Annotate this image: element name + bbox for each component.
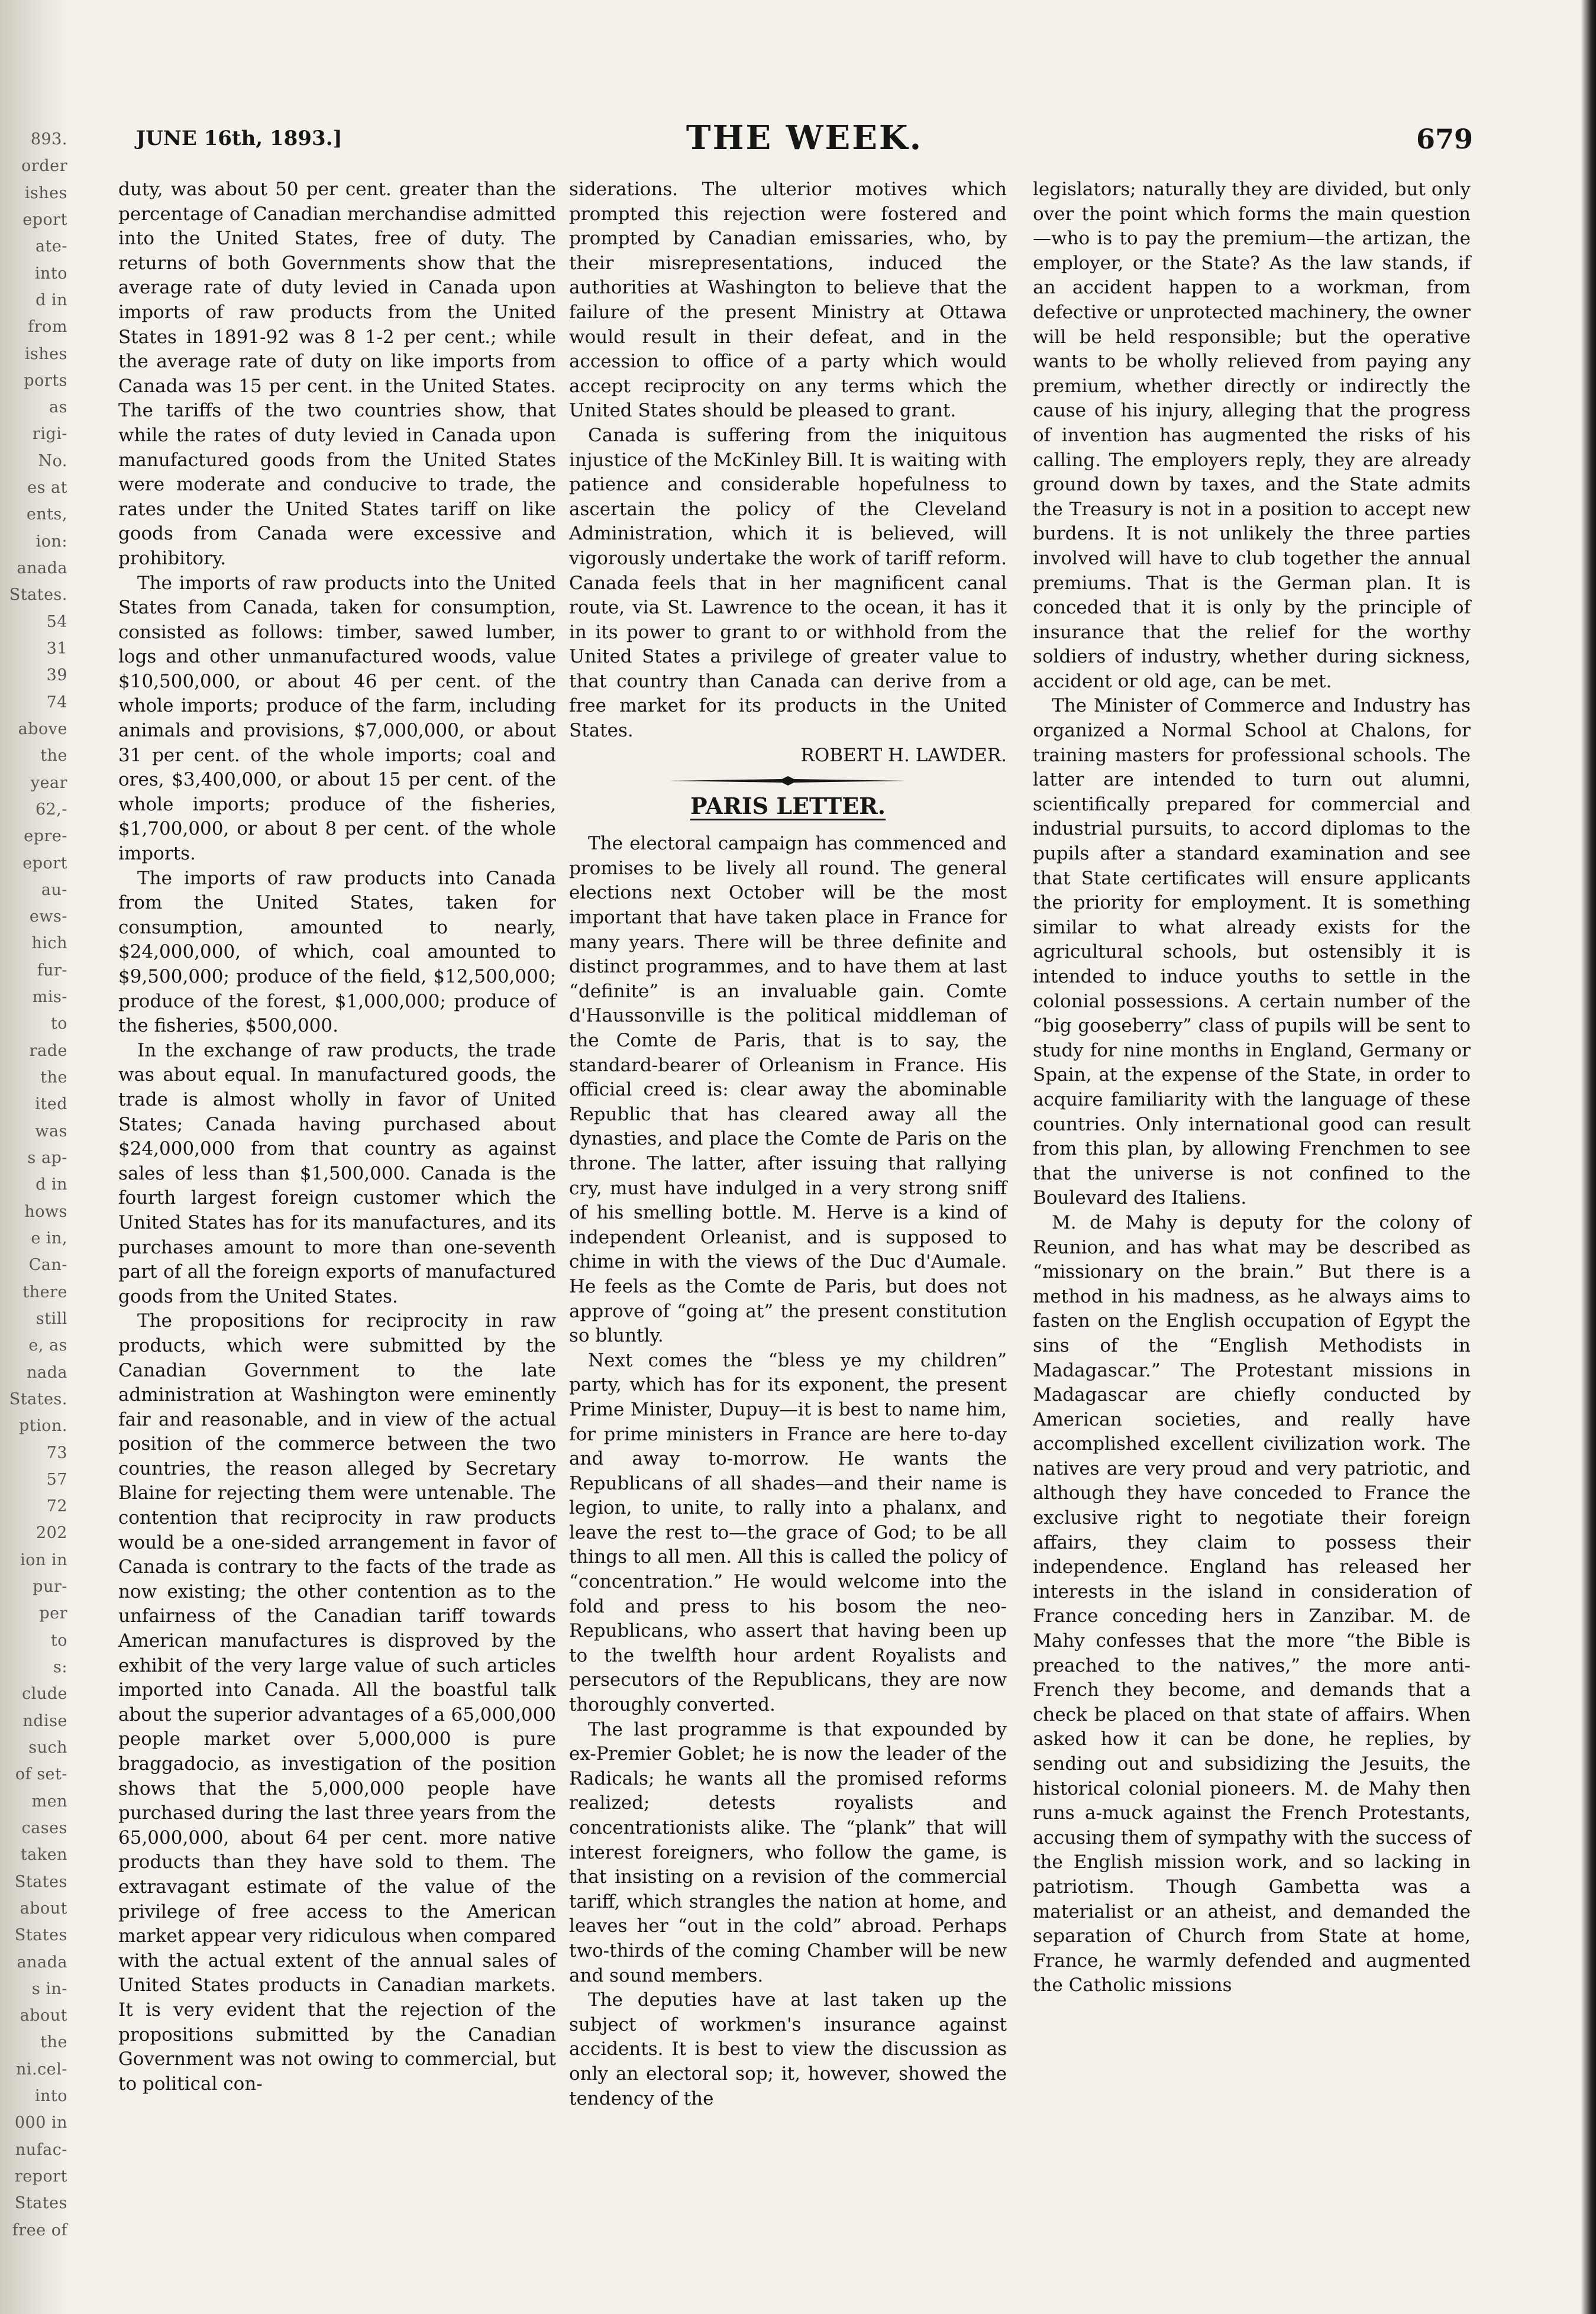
margin-fragment: of set-: [15, 1765, 67, 1783]
margin-fragment: States.: [9, 586, 67, 604]
margin-fragment: such: [28, 1738, 67, 1757]
margin-fragment: there: [22, 1283, 67, 1301]
margin-fragment: hich: [31, 934, 67, 952]
paragraph: Canada is suffering from the iniquitous injustice of the McKinley Bill. It is waiting with patience and considerable hopefulness to ascertain the policy of the Cleveland Administration, which it is believed, will vigorously undertake the work of tariff reform. Canada feels that in her magnificent canal route, via St. Lawrence to the ocean, it has it in its power to grant to or withhold from the United States a privilege of greater value to that country than Canada can derive from a free market for its products in the United States.: [569, 424, 1007, 742]
margin-fragment: above: [18, 720, 67, 738]
margin-fragment: ports: [24, 371, 67, 390]
margin-fragment: States: [14, 2194, 67, 2212]
margin-fragment: No.: [38, 452, 67, 470]
margin-fragment: e in,: [31, 1229, 67, 1248]
margin-fragment: 72: [46, 1497, 67, 1515]
paragraph: The imports of raw products into Canada from the United States, taken for consumption, amounted to nearly, $24,000,000, of which, coal amounted to $9,500,000; produce of the field, $12,500,000; produce of the forest, $1,000,000; produce of the fisheries, $500,000.: [118, 867, 556, 1037]
margin-fragment: rade: [29, 1042, 67, 1060]
margin-fragment: epre-: [24, 827, 67, 845]
ornamental-rule: [664, 774, 912, 788]
margin-fragment: 893.: [30, 130, 67, 148]
margin-fragment: report: [14, 2167, 67, 2186]
margin-fragment: s in-: [31, 1980, 67, 1998]
margin-fragment: men: [31, 1792, 67, 1811]
margin-fragment: taken: [20, 1846, 67, 1864]
margin-fragment: hows: [24, 1203, 67, 1221]
margin-fragment: nufac-: [15, 2141, 67, 2159]
margin-fragment: au-: [41, 881, 67, 899]
issue-date: JUNE 16th, 1893.]: [136, 127, 343, 150]
margin-fragment: eport: [22, 211, 67, 229]
margin-fragment: e, as: [28, 1336, 67, 1355]
margin-fragment: ishes: [24, 345, 67, 363]
margin-fragment: es at: [27, 479, 67, 497]
paragraph: Next comes the “bless ye my children” party, which has for its exponent, the present Prime Minister, Dupuy—it is best to name him, for prime ministers in France are here to-day and away to-morrow. He wants the Republicans of all shades—and their name is legion, to unite, to rally into a phalanx, and leave the rest to—the grace of God; to be all things to all men. All this is called the policy of “concentration.” He would welcome into the fold and press to his bosom the neo-Republicans, who assert that having been up to the twelfth hour ardent Royalists and persecutors of the Republicans, they are now thoroughly converted.: [569, 1349, 1007, 1716]
margin-fragment: ion:: [35, 532, 67, 551]
margin-fragment: anada: [17, 559, 67, 577]
margin-fragment: ndise: [22, 1712, 67, 1730]
margin-fragment: s ap-: [27, 1149, 67, 1167]
margin-fragment: pur-: [33, 1578, 67, 1596]
margin-fragment: 74: [46, 693, 67, 712]
margin-fragment: 31: [46, 639, 67, 658]
margin-fragment: 54: [46, 613, 67, 631]
paragraph: The propositions for reciprocity in raw products, which were submitted by the Canadian Government to the late administration at Washington were eminently fair and reasonable, and in view of the actual position of the commerce between the two countries, the reason alleged by Secretary Blaine for rejecting them were untenable. The contention that reciprocity in raw products would be a one-sided arrangement in favor of Canada is contrary to the facts of the trade as now existing; the other contention as to the unfairness of the Canadian tariff towards American manufactures is disproved by the exhibit of the very large value of such articles imported into Canada. All the boastful talk about the superior advantages of a 65,000,000 people market over 5,000,000 is pure braggadocio, as investigation of the position shows that the 5,000,000 people have purchased during the last three years from the 65,000,000, about 64 per cent. more native products than they have sold to them. The extravagant estimate of the value of the privilege of free access to the American market appear very ridiculous when compared with the actual extent of the annual sales of United States products in Canadian markets. It is very evident that the rejection of the propositions submitted by the Canadian Government was not owing to commercial, but to political con-: [118, 1310, 556, 2095]
paragraph: M. de Mahy is deputy for the colony of Reunion, and has what may be described as “missionary on the brain.” But there is a method in his madness, as he always aims to fasten on the English occupation of Egypt the sins of the “English Methodists in Madagascar.” The Protestant missions in Madagascar are chiefly conducted by American societies, and really have accomplished excellent civilization work. The natives are very proud and very patriotic, and although they have conceded to France the exclusive right to negotiate their foreign affairs, they claim to possess their independence. England has released her interests in the island in consideration of France conceding hers in Zanzibar. M. de Mahy confesses that the more “the Bible is preached to the natives,” the more anti-French they become, and demands that a check be placed on that state of affairs. When asked how it can be done, he replies, by sending out and subsidizing the Jesuits, the historical colonial pioneers. M. de Mahy then runs a-muck against the French Protestants, accusing them of sympathy with the success of the English mission work, and so lacking in patriotism. Though Gambetta was a materialist or an atheist, and demanded the separation of Church from State at home, France, he warmly defended and augmented the Catholic missions: [1033, 1211, 1471, 1996]
margin-fragment: ited: [35, 1095, 67, 1113]
margin-fragment: States: [14, 1926, 67, 1944]
margin-fragment: ate-: [35, 237, 67, 256]
margin-fragment: ni.cel-: [16, 2060, 67, 2079]
page-number: 679: [1416, 123, 1473, 155]
paragraph: duty, was about 50 per cent. greater than the percentage of Canadian merchandise admitted into the United States, free of duty. The returns of both Governments show that the average rate of duty levied in Canada upon imports of raw products from the United States in 1891-92 was 8 1-2 per cent.; while the average rate of duty on like imports from Canada was 15 per cent. in the United States. The tariffs of the two countries show, that while the rates of duty levied in Canada upon manufactured goods from the United States were moderate and conducive to trade, the rates under the United States tariff on like goods from Canada were excessive and prohibitory.: [118, 179, 556, 569]
margin-fragment: d in: [35, 291, 67, 309]
margin-fragment: about: [20, 1899, 67, 1918]
left-margin-bleed: [0, 0, 71, 2314]
margin-fragment: from: [28, 318, 67, 336]
margin-fragment: ption.: [19, 1417, 67, 1435]
paragraph: In the exchange of raw products, the trade was about equal. In manufactured goods, the trade is almost wholly in favor of United States; Canada having purchased about $24,000,000 from that country as against sales of less than $1,500,000. Canada is the fourth largest foreign customer which the United States has for its manufactures, and its purchases amount to more than one-seventh part of all the foreign exports of manufactured goods from the United States.: [118, 1039, 556, 1307]
margin-fragment: mis-: [32, 988, 67, 1006]
paragraph: The imports of raw products into the United States from Canada, taken for consumption, consisted as follows: timber, sawed lumber, logs and other unmanufactured woods, value $10,500,000, or about 46 per cent. of the whole imports; produce of the farm, including animals and provisions, $7,000,000, or about 31 per cent. of the whole imports; coal and ores, $3,400,000, or about 15 per cent. of the whole imports; produce of the fisheries, $1,700,000, or about 8 per cent. of the whole imports.: [118, 572, 556, 865]
margin-fragment: s:: [53, 1658, 67, 1676]
margin-fragment: to: [50, 1631, 67, 1650]
column-2: [569, 177, 1007, 2111]
margin-fragment: still: [35, 1310, 67, 1328]
margin-fragment: ion in: [20, 1551, 67, 1569]
margin-fragment: into: [34, 264, 67, 283]
paragraph: The Minister of Commerce and Industry has organized a Normal School at Chalons, for training masters for professional schools. The latter are intended to turn out alumni, scientifically prepared for commercial and industrial pursuits, to accord diplomas to the pupils after a standard examination and see that State certificates will ensure applicants the priority for employment. It is something similar to what already exists for the agricultural schools, but ostensibly it is intended to induce youths to settle in the colonial possessions. A certain number of the “big gooseberry” class of pupils will be sent to study for nine months in England, Germany or Spain, at the expense of the State, in order to acquire familiarity with the language of these countries. Only international good can result from this plan, by allowing Frenchmen to see that the universe is not confined to the Boulevard des Italiens.: [1033, 695, 1471, 1209]
margin-fragment: anada: [17, 1953, 67, 1972]
margin-fragment: rigi-: [32, 425, 67, 443]
margin-fragment: cases: [21, 1819, 67, 1837]
margin-fragment: 73: [46, 1444, 67, 1462]
paragraph: The last programme is that expounded by ex-Premier Goblet; he is now the leader of the Radicals; he wants all the promised reforms realized; detests royalists and concentrationists alike. The “plank” that will interest foreigners, who follow the game, is that insisting on a revision of the commercial tariff, which strangles the nation at home, and leaves her “out in the cold” abroad. Perhaps two-thirds of the coming Chamber will be new and sound members.: [569, 1718, 1007, 1986]
margin-fragment: ents,: [26, 505, 67, 523]
margin-fragment: eport: [22, 854, 67, 872]
margin-fragment: States.: [9, 1390, 67, 1408]
margin-fragment: was: [35, 1122, 67, 1140]
margin-fragment: 57: [46, 1471, 67, 1489]
margin-fragment: 39: [46, 666, 67, 684]
margin-fragment: 202: [35, 1524, 67, 1542]
margin-fragment: about: [20, 2006, 67, 2025]
margin-fragment: as: [49, 398, 67, 416]
paragraph: siderations. The ulterior motives which prompted this rejection were fostered and prompted by Canadian emissaries, who, by their misrepresentations, induced the authorities at Washington to believe that the failure of the present Ministry at Ottawa would result in their defeat, and in the accession to office of a party which would accept reciprocity on any terms which the United States should be pleased to grant.: [569, 179, 1007, 422]
margin-fragment: the: [40, 746, 67, 765]
paragraph: The deputies have at last taken up the subject of workmen's insurance against accidents. It is best to view the discussion as only an electoral sop; it, however, showed the tendency of the: [569, 1989, 1007, 2109]
margin-fragment: to: [50, 1014, 67, 1033]
margin-fragment: order: [21, 157, 67, 175]
margin-fragment: 000 in: [14, 2113, 67, 2132]
margin-fragment: fur-: [37, 961, 67, 980]
masthead-title: THE WEEK.: [686, 118, 923, 157]
margin-fragment: States: [14, 1873, 67, 1891]
column-1: [118, 177, 556, 2096]
column-3: [1033, 177, 1471, 1998]
margin-fragment: free of: [12, 2221, 67, 2239]
margin-fragment: the: [40, 2033, 67, 2051]
section-heading: PARIS LETTER.: [690, 793, 886, 820]
margin-fragment: into: [34, 2087, 67, 2105]
author-signature: ROBERT H. LAWDER.: [800, 744, 1007, 766]
margin-fragment: nada: [27, 1363, 67, 1382]
page-header: [136, 118, 1473, 166]
margin-fragment: Can-: [28, 1256, 67, 1274]
margin-fragment: year: [30, 774, 67, 792]
margin-fragment: ews-: [29, 907, 67, 926]
margin-fragment: clude: [22, 1685, 67, 1703]
margin-fragment: 62,-: [35, 800, 67, 819]
margin-fragment: the: [40, 1068, 67, 1087]
paragraph: legislators; naturally they are divided, but only over the point which forms the main question—who is to pay the premium—the artizan, the employer, or the State? As the law stands, if an accident happen to a workman, from defective or unprotected machinery, the owner will be held responsible; but the operative wants to be wholly relieved from paying any premium, whether directly or indirectly the cause of his injury, alleging that the progress of invention has augmented the risks of his calling. The employers reply, they are already ground down by taxes, and the State admits the Treasury is not in a position to accept new burdens. It is not unlikely the three parties involved will have to club together the annual premiums. That is the German plan. It is conceded that it is only by the principle of insurance that the relief for the worthy soldiers of industry, whether during sickness, accident or old age, can be met.: [1033, 179, 1471, 692]
margin-fragment: d in: [35, 1175, 67, 1194]
page-edge-shadow: [1581, 0, 1596, 2314]
margin-fragment: per: [39, 1604, 67, 1623]
paragraph: The electoral campaign has commenced and promises to be lively all round. The general elections next October will be the most important that have taken place in France for many years. There will be three definite and distinct programmes, and to have them at last “definite” is an invaluable gain. Comte d'Haussonville is the political middleman of the Comte de Paris, that is to say, the standard-bearer of Orleanism in France. His official creed is: clear away the abominable Republic that has cleared away all the dynasties, and place the Comte de Paris on the throne. The latter, after issuing that rallying cry, must have indulged in a very strong sniff of his smelling bottle. M. Herve is a kind of independent Orleanist, and is supposed to chime in with the views of the Duc d'Aumale. He feels as the Comte de Paris, but does not approve of “going at” the present constitution so bluntly.: [569, 833, 1007, 1347]
margin-fragment: ishes: [24, 184, 67, 202]
